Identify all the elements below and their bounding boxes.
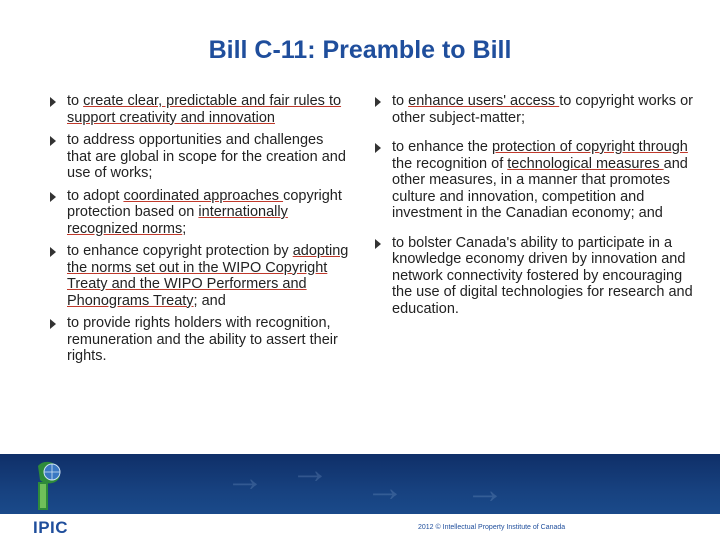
bullet-arrow-icon [375, 97, 381, 107]
underlined-text: create clear, predictable and fair rules to support creativity and innovation [67, 93, 342, 126]
bullet-arrow-icon [375, 239, 381, 249]
globe-logo-icon [30, 460, 70, 514]
bullet-item [375, 93, 695, 126]
decorative-arrow-icon: → [365, 466, 405, 510]
bullet-text: to [67, 93, 84, 109]
bullet-item [375, 235, 695, 318]
right-bullet-list [375, 93, 695, 330]
bullet-item [375, 139, 695, 222]
bullet-arrow-icon [50, 247, 56, 257]
bullet-item [50, 93, 350, 126]
ipic-logo-text: IPIC [33, 518, 69, 537]
bullet-text: and other measures, in a manner that promotes culture and innovation, competition and investment in the Canadian economy; and [392, 155, 688, 221]
decorative-arrow-icon: → [225, 456, 265, 500]
slide-title: Bill C-11: Preamble to Bill [208, 36, 512, 64]
bullet-item [50, 132, 350, 182]
bullet-text: to enhance copyright protection by [67, 243, 293, 259]
underlined-text: adopting the norms set out in the WIPO Copyright Treaty and the WIPO Performers and Phonograms Treaty [67, 243, 349, 309]
bullet-item [50, 188, 350, 238]
bullet-text: to enhance the [392, 139, 492, 155]
decorative-arrow-icon: → [465, 468, 505, 512]
left-bullet-list [50, 93, 350, 371]
bullet-arrow-icon [50, 136, 56, 146]
footer-band [0, 448, 720, 514]
underlined-text: protection of copyright through [491, 139, 688, 155]
copyright-notice: 2012 © Intellectual Property Institute of Canada [418, 524, 566, 531]
bullet-text: the recognition of [392, 155, 508, 172]
bullet-arrow-icon [50, 97, 56, 107]
bullet-item [50, 315, 350, 365]
underlined-text: internationally recognized norms [67, 204, 288, 237]
bullet-text: to address opportunities and challenges that are global in scope for the creation and use of works; [67, 132, 346, 181]
bullet-text: copyright protection based on [67, 187, 342, 220]
underlined-text: technological measures [507, 155, 664, 172]
bullet-arrow-icon [375, 143, 381, 153]
bullet-text: ; and [193, 292, 226, 309]
bullet-item [50, 243, 350, 309]
bullet-text: to adopt [67, 187, 124, 204]
bullet-text: to copyright works or other subject-matter; [392, 93, 693, 126]
footer-bottom [0, 514, 720, 540]
bullet-arrow-icon [50, 192, 56, 202]
underlined-text: enhance users' access [408, 93, 560, 109]
underlined-text: coordinated approaches [123, 187, 284, 204]
decorative-arrow-icon: → [290, 448, 330, 492]
bullet-text: ; [182, 220, 187, 237]
bullet-text: to bolster Canada's ability to participate in a knowledge economy driven by innovation and network connectivity fostered by encouraging the use of digital technologies for research and education. [392, 234, 693, 317]
bullet-arrow-icon [50, 319, 56, 329]
bullet-text: to [392, 93, 409, 109]
bullet-text: to provide rights holders with recognition, remuneration and the ability to assert their rights. [67, 315, 338, 364]
